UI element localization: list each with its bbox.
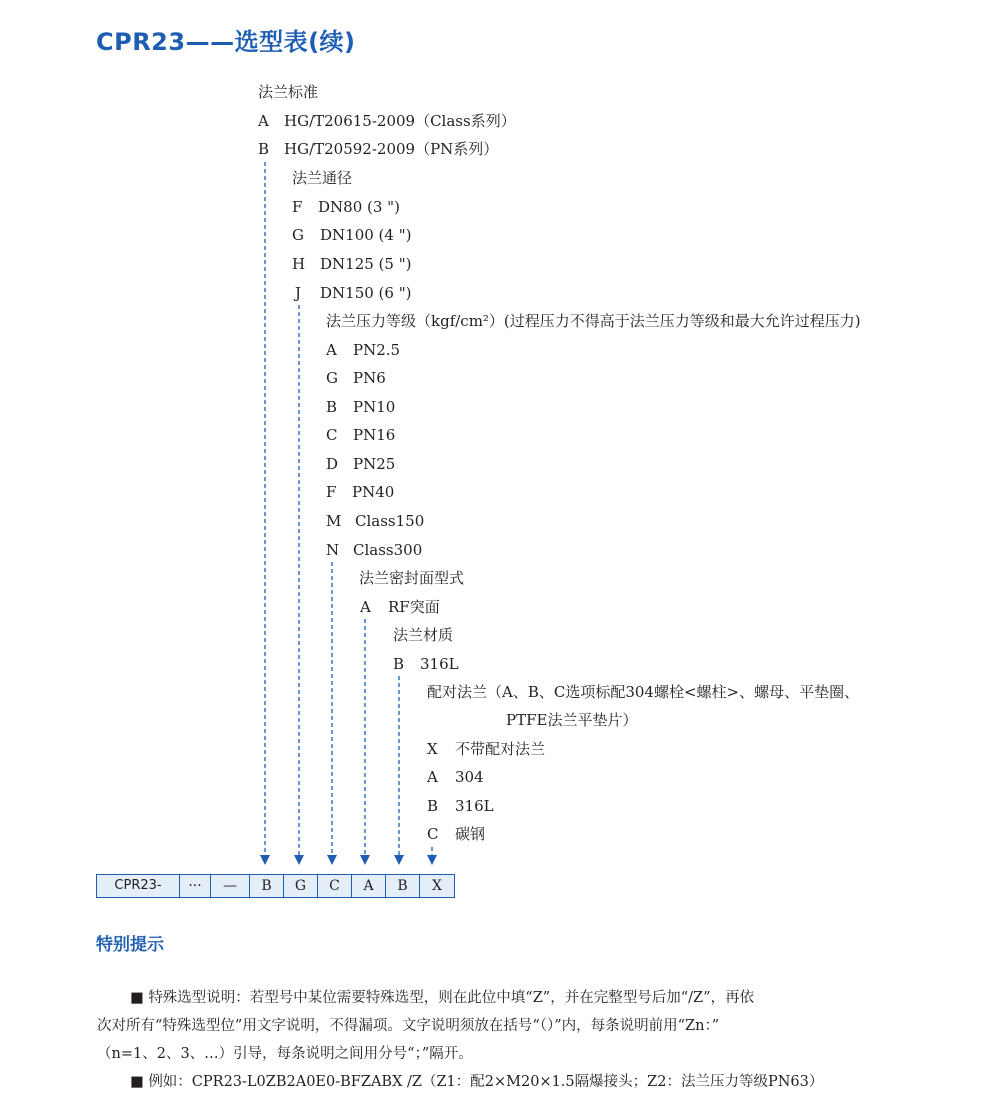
code-cell: ···: [180, 875, 211, 897]
note-paragraph-line: [130, 984, 754, 1012]
note-text: 例如：CPR23-L0ZB2A0E0-BFZABX /Z（Z1：配2×M20×1.5隔爆接头；Z2：法兰压力等级PN63）: [148, 1074, 824, 1090]
option-code: G: [326, 369, 338, 387]
note-text: 次对所有“特殊选型位”用文字说明，不得漏项。文字说明须放在括号“（）”内，每条说明前用“Zn：”: [97, 1018, 720, 1034]
option-text: HG/T20592-2009（PN系列）: [284, 140, 499, 158]
option-text: RF突面: [388, 598, 440, 616]
option-text: DN125 (5 "): [320, 255, 412, 273]
option-code: J: [295, 284, 302, 302]
flange-pressure-heading: 法兰压力等级（kgf/cm²）(过程压力不得高于法兰压力等级和最大允许过程压力): [326, 312, 861, 330]
code-cell: G: [284, 875, 318, 897]
option-text: DN150 (6 "): [320, 284, 412, 302]
option-text: DN80 (3 "): [318, 198, 400, 216]
option-code: C: [326, 426, 338, 444]
option-code: N: [326, 541, 340, 559]
option-code: F: [326, 483, 337, 501]
flange-diameter-heading: 法兰通径: [292, 169, 353, 187]
option-code: A: [326, 341, 337, 359]
option-code: A: [427, 768, 438, 786]
code-cell: C: [318, 875, 352, 897]
option-text: 316L: [420, 655, 459, 673]
page-title: CPR23——选型表(续): [96, 28, 356, 56]
flange-material-heading: 法兰材质: [393, 626, 454, 644]
code-cell: B: [386, 875, 420, 897]
code-cell: A: [352, 875, 386, 897]
note-text: 特殊选型说明：若型号中某位需要特殊选型，则在此位中填“Z”，并在完整型号后加“/Z”，再依: [148, 990, 754, 1006]
option-code: H: [292, 255, 306, 273]
option-text: PN6: [353, 369, 386, 387]
model-code-bar: [96, 874, 455, 898]
option-text: PN16: [353, 426, 396, 444]
option-code: F: [292, 198, 303, 216]
option-text: DN100 (4 "): [320, 226, 412, 244]
option-text: Class150: [355, 512, 425, 530]
note-example-line: [130, 1068, 823, 1096]
option-text: Class300: [353, 541, 423, 559]
code-cell: B: [250, 875, 284, 897]
option-text: PN25: [353, 455, 396, 473]
option-code: X: [427, 740, 438, 758]
mating-flange-heading-cont: PTFE法兰平垫片）: [506, 711, 638, 729]
option-text: PN40: [352, 483, 395, 501]
note-text: （n=1、2、3、…）引导，每条说明之间用分号“；”隔开。: [97, 1046, 473, 1062]
option-code: B: [427, 797, 439, 815]
option-code: G: [292, 226, 304, 244]
option-code: B: [326, 398, 338, 416]
flange-seal-heading: 法兰密封面型式: [359, 569, 465, 587]
section-title-special-notes: 特别提示: [96, 935, 164, 955]
option-code: M: [326, 512, 342, 530]
option-text: HG/T20615-2009（Class系列）: [284, 112, 516, 130]
option-text: 304: [455, 768, 484, 786]
option-text: 不带配对法兰: [455, 740, 546, 758]
option-code: A: [360, 598, 371, 616]
bullet-square-icon: ■: [130, 990, 144, 1006]
code-cell-prefix: CPR23-: [97, 875, 180, 897]
option-code: A: [258, 112, 269, 130]
option-code: B: [393, 655, 405, 673]
code-cell: —: [211, 875, 250, 897]
flange-standard-heading: 法兰标准: [258, 83, 319, 101]
bullet-square-icon: ■: [130, 1074, 144, 1090]
option-text: 碳钢: [455, 825, 486, 843]
code-cell: X: [432, 878, 442, 894]
option-code: D: [326, 455, 339, 473]
option-code: C: [427, 825, 439, 843]
mating-flange-heading: 配对法兰（A、B、C选项标配304螺栓<螺柱>、螺母、平垫圈、: [427, 683, 860, 701]
option-code: B: [258, 140, 270, 158]
option-text: 316L: [455, 797, 494, 815]
option-text: PN2.5: [353, 341, 401, 359]
option-text: PN10: [353, 398, 396, 416]
